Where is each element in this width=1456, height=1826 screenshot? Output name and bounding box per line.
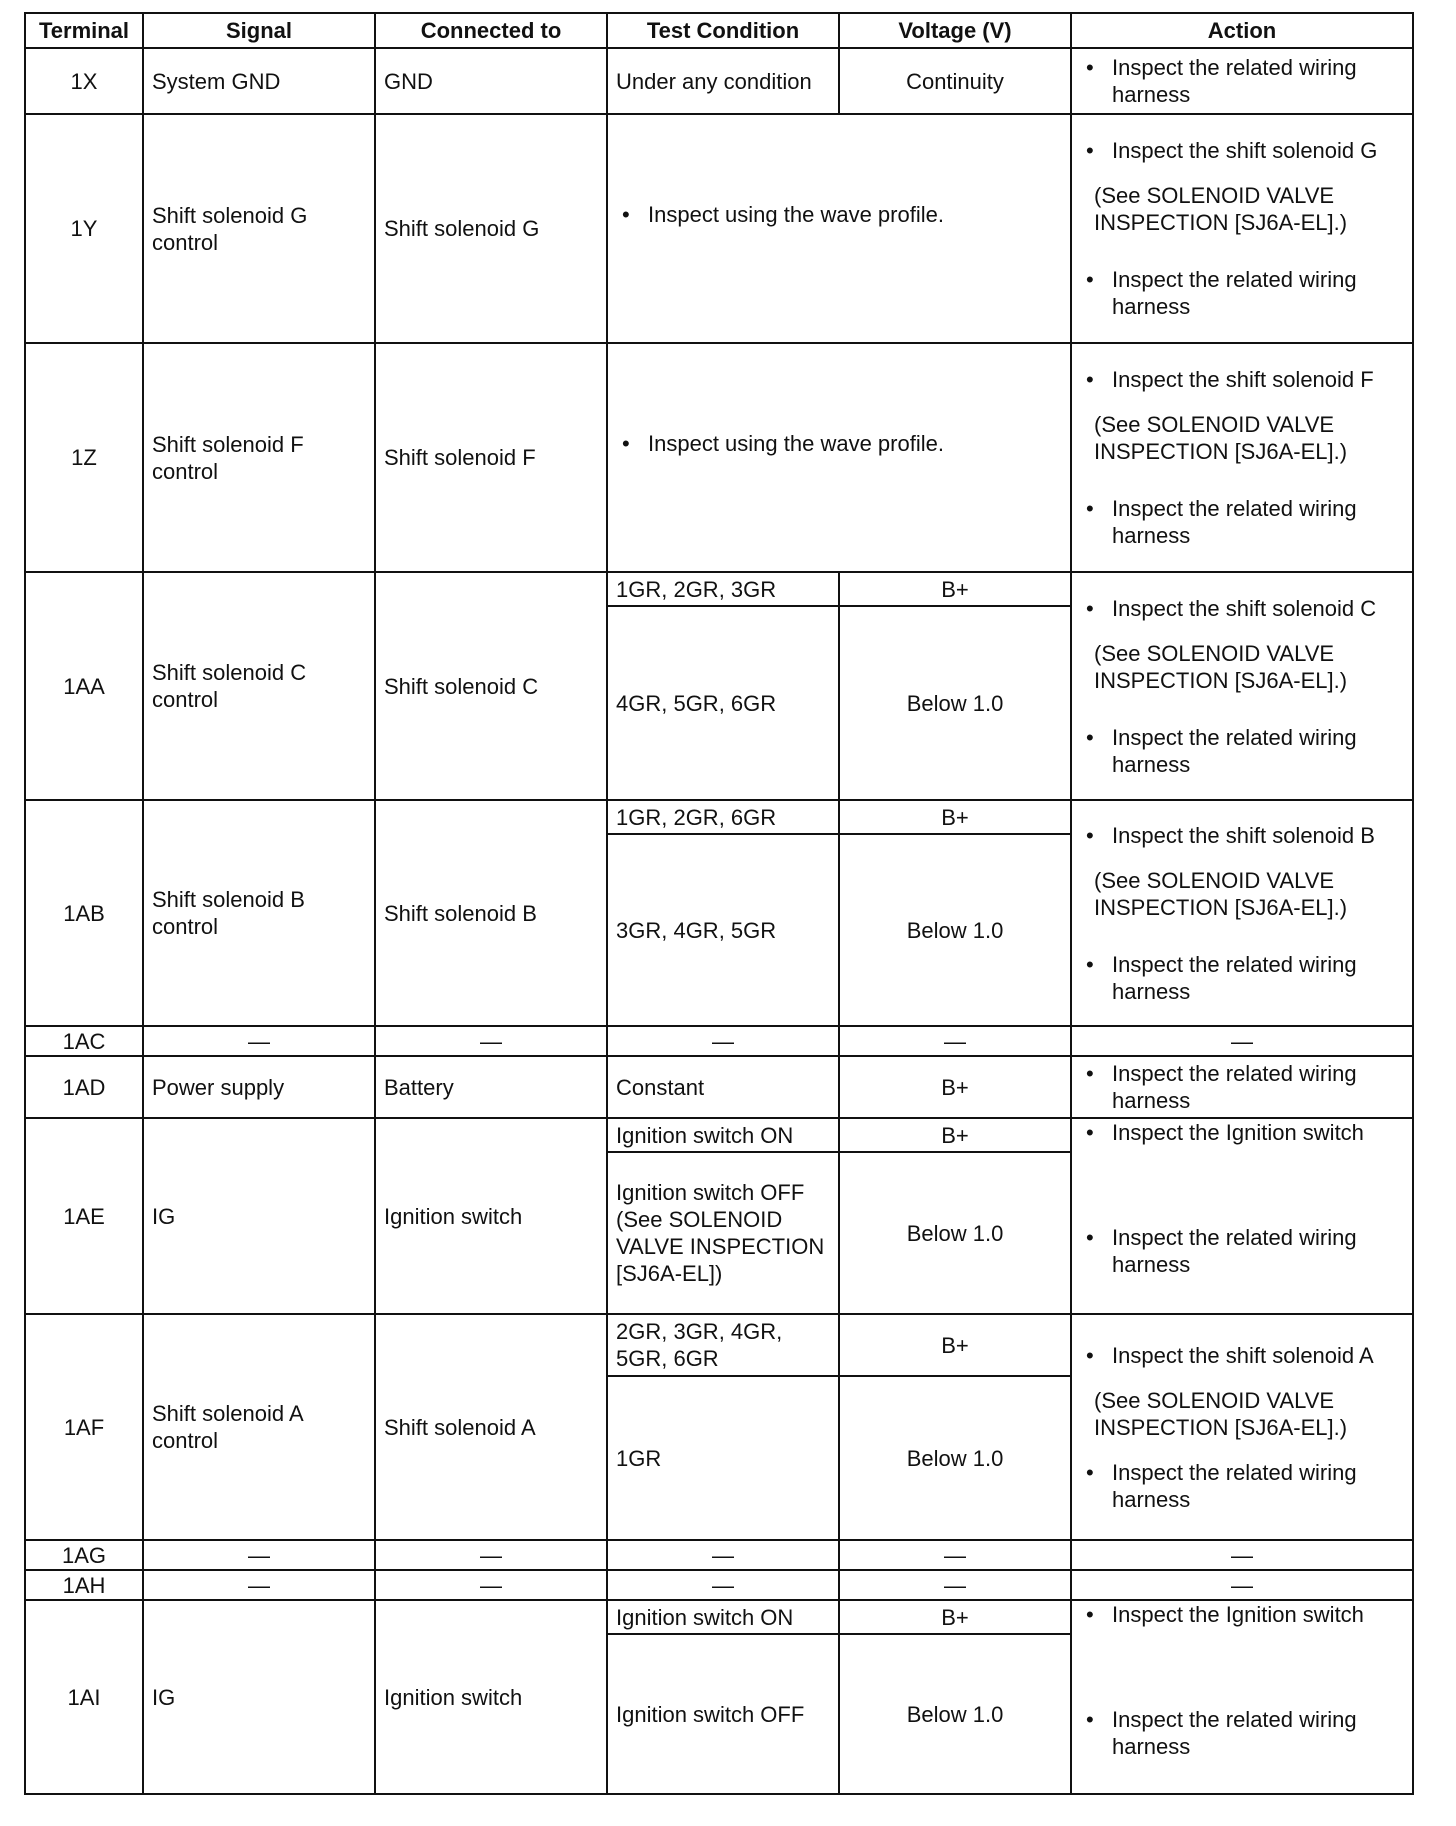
voltage-cell: Below 1.0 <box>839 1152 1071 1314</box>
terminal-cell: 1AF <box>25 1314 143 1540</box>
signal-cell: IG <box>143 1118 375 1314</box>
action-item: • Inspect the related wiring harness <box>1112 54 1404 108</box>
header-signal: Signal <box>143 13 375 48</box>
terminal-cell: 1Z <box>25 343 143 572</box>
terminal-cell: 1AA <box>25 572 143 800</box>
action-item: • Inspect the related wiring harness <box>1112 1224 1404 1278</box>
header-row <box>25 13 1413 48</box>
connected-cell: Shift solenoid G <box>375 114 607 343</box>
voltage-cell: B+ <box>839 572 1071 606</box>
signal-cell: — <box>143 1540 375 1570</box>
action-cell: — <box>1071 1026 1413 1056</box>
connected-cell: GND <box>375 48 607 114</box>
condition-cell: Ignition switch ON <box>607 1118 839 1152</box>
header-action: Action <box>1071 13 1413 48</box>
connected-cell: Shift solenoid A <box>375 1314 607 1540</box>
condition-cell: 1GR, 2GR, 6GR <box>607 800 839 834</box>
terminal-cell: 1AD <box>25 1056 143 1118</box>
action-item: • Inspect the shift solenoid G <box>1112 137 1404 164</box>
condition-cell: Ignition switch ON <box>607 1600 839 1634</box>
signal-cell: Shift solenoid G control <box>143 114 375 343</box>
action-item: • Inspect the related wiring harness <box>1112 724 1404 778</box>
header-voltage: Voltage (V) <box>839 13 1071 48</box>
table-row <box>25 114 1413 343</box>
voltage-cell: B+ <box>839 1600 1071 1634</box>
signal-cell: Shift solenoid C control <box>143 572 375 800</box>
signal-cell: — <box>143 1026 375 1056</box>
table-row <box>25 1118 1413 1152</box>
action-item: • Inspect the related wiring harness <box>1112 951 1404 1005</box>
condition-item: • Inspect using the wave profile. <box>648 430 1062 457</box>
terminal-cell: 1AG <box>25 1540 143 1570</box>
action-cell <box>1071 1314 1413 1540</box>
voltage-cell: — <box>839 1570 1071 1600</box>
signal-cell: — <box>143 1570 375 1600</box>
action-cell: — <box>1071 1540 1413 1570</box>
reference-note: (See SOLENOID VALVE INSPECTION [SJ6A-EL].) <box>1094 183 1348 235</box>
terminal-cell: 1AB <box>25 800 143 1026</box>
action-cell <box>1071 343 1413 572</box>
connected-cell: Shift solenoid C <box>375 572 607 800</box>
connected-cell: Shift solenoid B <box>375 800 607 1026</box>
signal-cell: Shift solenoid B control <box>143 800 375 1026</box>
action-cell <box>1071 572 1413 800</box>
connected-cell: Shift solenoid F <box>375 343 607 572</box>
signal-cell: System GND <box>143 48 375 114</box>
voltage-cell: Below 1.0 <box>839 1634 1071 1794</box>
action-item: • Inspect the related wiring harness <box>1112 1459 1404 1513</box>
header-test-condition: Test Condition <box>607 13 839 48</box>
action-cell <box>1071 1056 1413 1118</box>
condition-cell: — <box>607 1540 839 1570</box>
terminal-cell: 1AC <box>25 1026 143 1056</box>
action-item: • Inspect the shift solenoid F <box>1112 366 1404 393</box>
connected-cell: Battery <box>375 1056 607 1118</box>
connected-cell: Ignition switch <box>375 1600 607 1794</box>
condition-cell: 4GR, 5GR, 6GR <box>607 606 839 800</box>
action-item: • Inspect the Ignition switch <box>1112 1601 1404 1628</box>
voltage-cell: Below 1.0 <box>839 834 1071 1026</box>
action-cell: — <box>1071 1570 1413 1600</box>
voltage-cell: B+ <box>839 800 1071 834</box>
header-connected-to: Connected to <box>375 13 607 48</box>
reference-note: (See SOLENOID VALVE INSPECTION [SJ6A-EL].) <box>1094 640 1348 693</box>
voltage-cell: B+ <box>839 1314 1071 1376</box>
action-item: • Inspect the related wiring harness <box>1112 495 1404 549</box>
table-row <box>25 48 1413 114</box>
terminal-cell: 1X <box>25 48 143 114</box>
action-cell <box>1071 1118 1413 1314</box>
reference-note: (See SOLENOID VALVE INSPECTION [SJ6A-EL].) <box>1094 867 1348 920</box>
condition-cell: — <box>607 1570 839 1600</box>
terminal-cell: 1AI <box>25 1600 143 1794</box>
table-row <box>25 1026 1413 1056</box>
table-row <box>25 1570 1413 1600</box>
condition-cell <box>607 343 1071 572</box>
reference-note: (See SOLENOID VALVE INSPECTION [SJ6A-EL].) <box>1094 412 1348 464</box>
signal-cell: Shift solenoid A control <box>143 1314 375 1540</box>
signal-cell: IG <box>143 1600 375 1794</box>
action-item: • Inspect the shift solenoid B <box>1112 822 1404 849</box>
connected-cell: — <box>375 1570 607 1600</box>
condition-cell: Under any condition <box>607 48 839 114</box>
action-item: • Inspect the related wiring harness <box>1112 1706 1404 1760</box>
reference-note: (See SOLENOID VALVE INSPECTION [SJ6A-EL].) <box>1094 1387 1348 1440</box>
voltage-cell: Continuity <box>839 48 1071 114</box>
terminal-voltage-table <box>24 12 1414 1795</box>
voltage-cell: B+ <box>839 1118 1071 1152</box>
action-cell <box>1071 114 1413 343</box>
condition-cell: 1GR, 2GR, 3GR <box>607 572 839 606</box>
action-item: • Inspect the shift solenoid A <box>1112 1342 1404 1369</box>
condition-cell: Constant <box>607 1056 839 1118</box>
connected-cell: — <box>375 1026 607 1056</box>
table-row <box>25 1600 1413 1634</box>
terminal-cell: 1AE <box>25 1118 143 1314</box>
action-cell <box>1071 800 1413 1026</box>
condition-cell: 2GR, 3GR, 4GR, 5GR, 6GR <box>607 1314 839 1376</box>
action-cell <box>1071 1600 1413 1794</box>
condition-cell: Ignition switch OFF (See SOLENOID VALVE INSPECTION [SJ6A-EL]) <box>607 1152 839 1314</box>
action-item: • Inspect the related wiring harness <box>1112 1060 1404 1114</box>
condition-cell: — <box>607 1026 839 1056</box>
voltage-cell: — <box>839 1540 1071 1570</box>
terminal-cell: 1AH <box>25 1570 143 1600</box>
table-row <box>25 1056 1413 1118</box>
terminal-voltage-document <box>24 12 1412 1795</box>
connected-cell: — <box>375 1540 607 1570</box>
signal-cell: Shift solenoid F control <box>143 343 375 572</box>
signal-cell: Power supply <box>143 1056 375 1118</box>
condition-item: • Inspect using the wave profile. <box>648 201 1062 228</box>
voltage-cell: Below 1.0 <box>839 606 1071 800</box>
table-row <box>25 1540 1413 1570</box>
action-item: • Inspect the shift solenoid C <box>1112 595 1404 622</box>
condition-cell <box>607 114 1071 343</box>
action-item: • Inspect the Ignition switch <box>1112 1119 1404 1146</box>
voltage-cell: Below 1.0 <box>839 1376 1071 1540</box>
action-item: • Inspect the related wiring harness <box>1112 266 1404 320</box>
action-cell <box>1071 48 1413 114</box>
condition-cell: 1GR <box>607 1376 839 1540</box>
table-row <box>25 800 1413 834</box>
condition-cell: Ignition switch OFF <box>607 1634 839 1794</box>
table-row <box>25 572 1413 606</box>
condition-cell: 3GR, 4GR, 5GR <box>607 834 839 1026</box>
voltage-cell: B+ <box>839 1056 1071 1118</box>
header-terminal: Terminal <box>25 13 143 48</box>
voltage-cell: — <box>839 1026 1071 1056</box>
table-row <box>25 1314 1413 1376</box>
terminal-cell: 1Y <box>25 114 143 343</box>
connected-cell: Ignition switch <box>375 1118 607 1314</box>
table-row <box>25 343 1413 572</box>
